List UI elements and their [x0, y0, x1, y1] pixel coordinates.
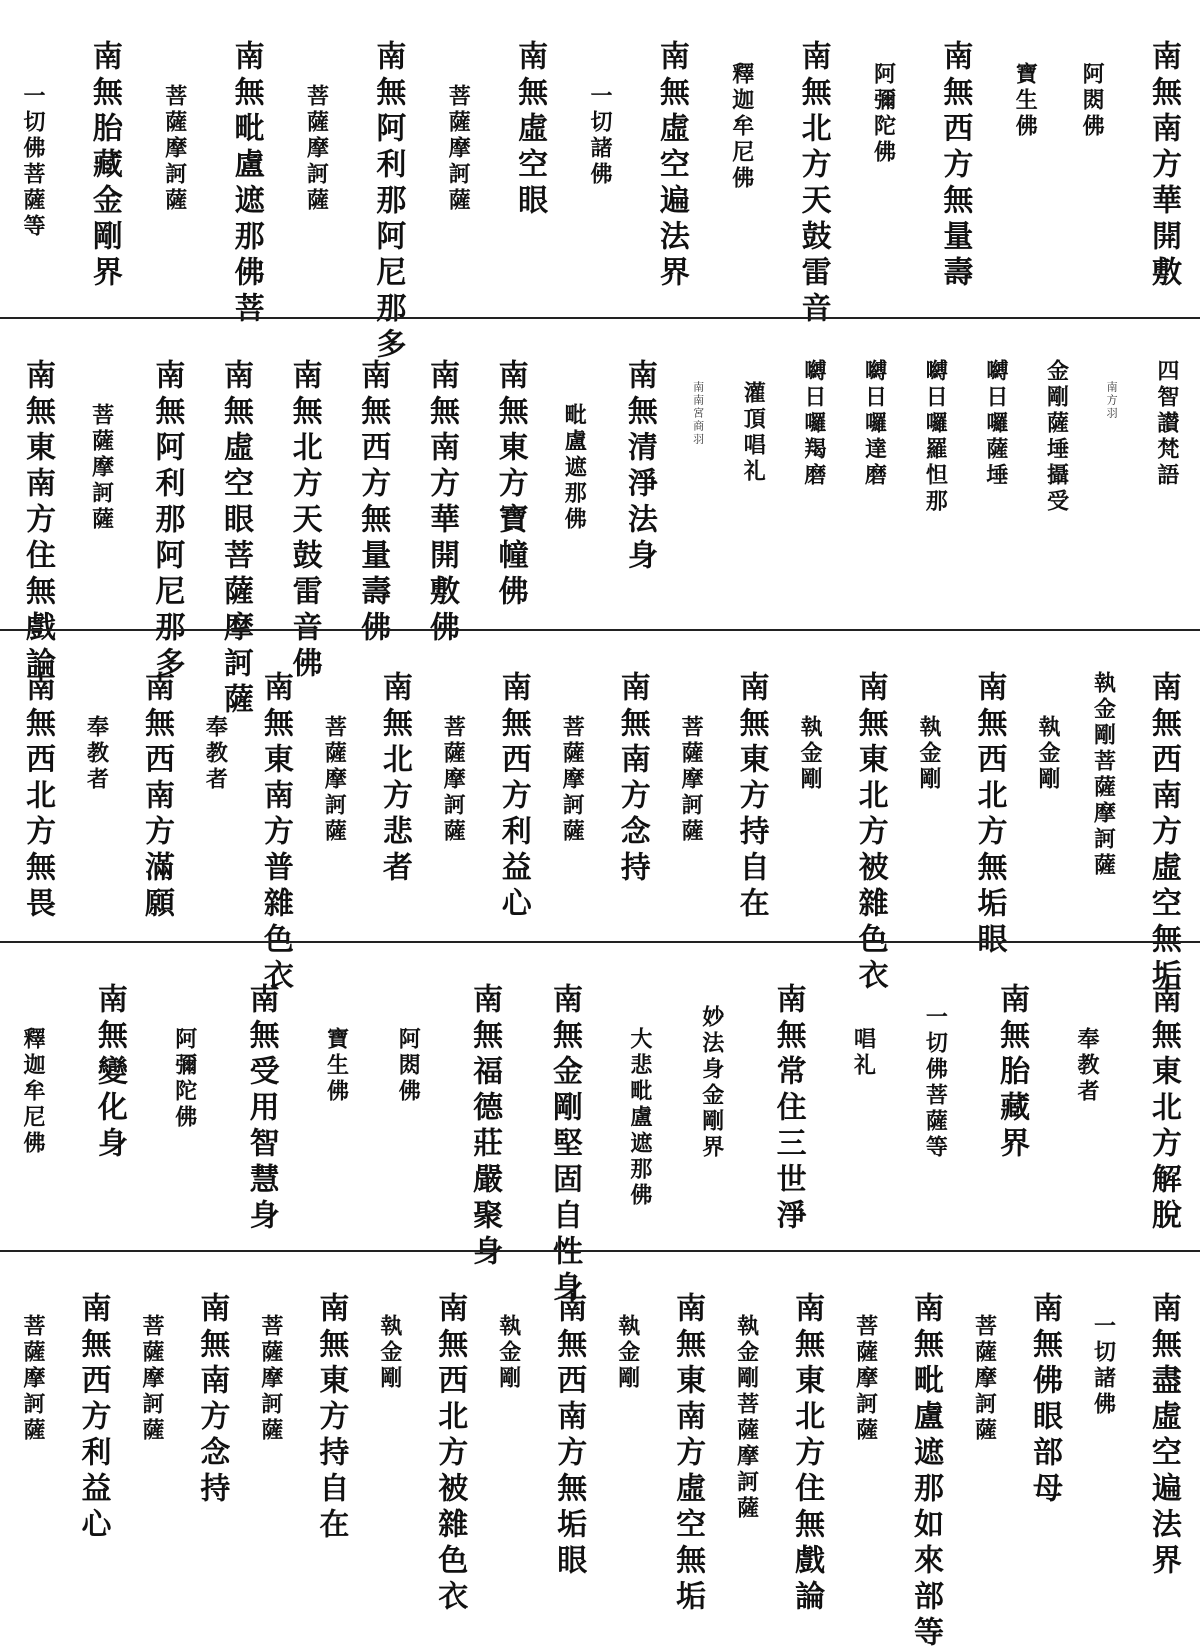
- text-column: 菩薩摩訶薩: [321, 715, 348, 845]
- text-column: 南無東方持自在: [313, 1292, 349, 1544]
- text-column: 南無東南方住無戲論: [20, 359, 55, 683]
- text-column: 菩薩摩訶薩: [138, 1314, 165, 1444]
- text-column: 一切佛菩薩等: [922, 1005, 949, 1161]
- column-group: [0, 1252, 1200, 1652]
- text-column: 南無虛空眼菩薩摩訶薩: [217, 359, 253, 719]
- text-column: 四智讃梵語: [1153, 359, 1180, 489]
- text-column: 菩薩摩訶薩: [971, 1314, 998, 1444]
- text-column: 南無東方持自在: [733, 671, 769, 923]
- text-column: 南無西南方滿願: [138, 671, 174, 923]
- scroll-panel-3: [0, 629, 1200, 995]
- scroll-panel-4: [0, 941, 1200, 1307]
- text-column: 奉教者: [1074, 1027, 1101, 1105]
- text-column: 南無西南方無垢眼: [551, 1292, 587, 1580]
- column-group: [0, 943, 1200, 1307]
- text-column: 唱礼: [850, 1027, 877, 1079]
- text-column: 南無東北方住無戲論: [789, 1292, 825, 1616]
- text-column: 菩薩摩訶薩: [852, 1314, 879, 1444]
- text-column: 阿彌陀佛: [870, 62, 897, 166]
- text-column: 執金剛: [916, 715, 943, 793]
- text-column: 南無受用智慧身: [243, 983, 279, 1235]
- text-column: 執金剛菩薩摩訶薩: [733, 1314, 760, 1522]
- text-column: 南無常住三世淨: [770, 983, 806, 1235]
- text-column: 南無胎藏界: [994, 983, 1030, 1163]
- text-column: 南無東南方普雜色衣: [257, 671, 293, 995]
- text-column: 南南宮商羽: [691, 381, 705, 446]
- text-column: 菩薩摩訶薩: [257, 1314, 284, 1444]
- text-column: 南無北方天鼓雷音: [795, 40, 831, 328]
- text-column: 南無毗盧遮那佛菩: [228, 40, 264, 328]
- text-column: 執金剛: [1034, 715, 1061, 793]
- column-group: [0, 0, 1200, 364]
- text-column: 南無變化身: [91, 983, 127, 1163]
- text-column: 南無西方無量壽佛: [355, 359, 391, 647]
- text-column: 執金剛: [614, 1314, 641, 1392]
- text-column: 南無阿利那阿尼那多: [370, 40, 406, 364]
- text-column: 南無西北方被雜色衣: [432, 1292, 468, 1616]
- text-column: 菩薩摩訶薩: [88, 403, 115, 533]
- text-column: 南無西北方無畏: [20, 671, 55, 923]
- scroll-panel-1: [0, 0, 1200, 364]
- text-column: 菩薩摩訶薩: [559, 715, 586, 845]
- text-column: 南無南方華開敷: [1146, 40, 1181, 292]
- text-column: 釋迦牟尼佛: [728, 62, 755, 192]
- text-column: 南無阿利那阿尼那多: [149, 359, 185, 683]
- text-column: 南無東南方虛空無垢: [670, 1292, 706, 1616]
- text-column: 南無北方天鼓雷音佛: [286, 359, 322, 683]
- text-column: 南無毗盧遮那如來部等: [908, 1292, 944, 1652]
- text-column: 菩薩摩訶薩: [303, 84, 330, 214]
- text-column: 南無佛眼部母: [1026, 1292, 1062, 1508]
- text-column: 南無西方利益心: [495, 671, 531, 923]
- text-column: 執金剛: [376, 1314, 403, 1392]
- text-column: 南無福德莊嚴聚身: [467, 983, 503, 1271]
- text-column: 執金剛: [495, 1314, 522, 1392]
- text-column: 南無西方無量壽: [937, 40, 973, 292]
- text-column: 南無東方寶幢佛: [492, 359, 528, 611]
- text-column: 嚩日囉達磨: [861, 359, 888, 489]
- text-column: 南無北方悲者: [376, 671, 412, 887]
- text-column: 南無南方念持: [614, 671, 650, 887]
- scroll-panel-2: [0, 317, 1200, 719]
- text-column: 菩薩摩訶薩: [445, 84, 472, 214]
- text-column: 阿閦佛: [395, 1027, 422, 1105]
- text-column: 妙法身金剛界: [698, 1005, 725, 1161]
- text-column: 南無胎藏金剛界: [86, 40, 122, 292]
- text-column: 奉教者: [202, 715, 229, 793]
- text-column: 一切佛菩薩等: [20, 84, 46, 240]
- text-column: 金剛薩埵攝受: [1043, 359, 1070, 515]
- text-column: 南無虛空遍法界: [653, 40, 689, 292]
- text-column: 一切諸佛: [587, 84, 613, 188]
- text-column: 大悲毗盧遮那佛: [626, 1027, 653, 1209]
- text-column: 南無南方華開敷佛: [423, 359, 459, 647]
- text-column: 菩薩摩訶薩: [678, 715, 705, 845]
- text-column: 寶生佛: [323, 1027, 350, 1105]
- text-column: 奉教者: [83, 715, 110, 793]
- text-column: 阿閦佛: [1079, 62, 1106, 140]
- scroll-panel-5: [0, 1250, 1200, 1652]
- text-column: 南無西南方虛空無垢: [1145, 671, 1181, 995]
- text-column: 菩薩摩訶薩: [20, 1314, 46, 1444]
- text-column: 南無盡虛空遍法界: [1145, 1292, 1181, 1580]
- column-group: [0, 319, 1200, 719]
- text-column: 菩薩摩訶薩: [440, 715, 467, 845]
- text-column: 南無清淨法身: [621, 359, 657, 575]
- text-column: 一切諸佛: [1090, 1314, 1117, 1418]
- text-column: 寶生佛: [1012, 62, 1039, 140]
- column-group: [0, 631, 1200, 995]
- text-column: 嚩日囉薩埵: [982, 359, 1009, 489]
- text-column: 執金剛: [797, 715, 824, 793]
- text-column: 南無西北方無垢眼: [971, 671, 1007, 959]
- text-column: 南無西方利益心: [75, 1292, 111, 1544]
- text-column: 毗盧遮那佛: [561, 403, 588, 533]
- text-column: 阿彌陀佛: [171, 1027, 198, 1131]
- text-column: 灌頂唱礼: [740, 381, 767, 485]
- text-column: 釋迦牟尼佛: [20, 1027, 46, 1157]
- text-column: 南無南方念持: [194, 1292, 230, 1508]
- text-column: 南無東北方解脫: [1145, 983, 1181, 1235]
- text-column: 南方羽: [1105, 381, 1119, 420]
- text-column: 菩薩摩訶薩: [161, 84, 188, 214]
- text-column: 執金剛菩薩摩訶薩: [1090, 671, 1117, 879]
- text-column: 嚩日囉羅怛那: [922, 359, 949, 515]
- text-column: 南無虛空眼: [512, 40, 548, 220]
- text-column: 南無東北方被雜色衣: [852, 671, 888, 995]
- text-column: 嚩日囉羯磨: [800, 359, 827, 489]
- text-column: 南無金剛堅固自性身: [547, 983, 583, 1307]
